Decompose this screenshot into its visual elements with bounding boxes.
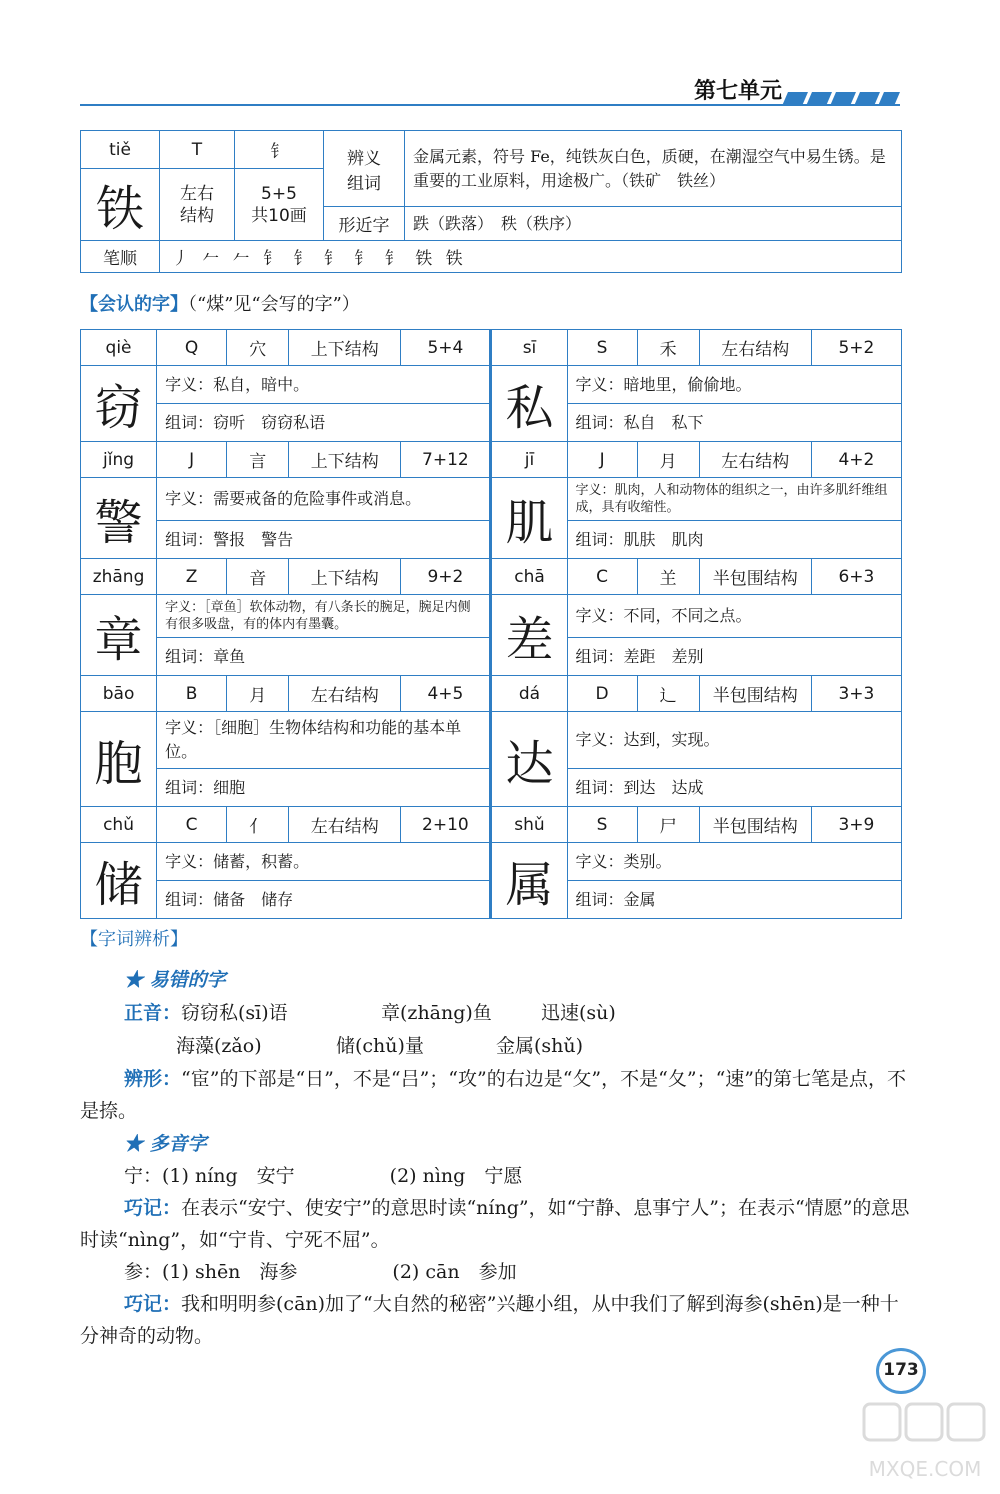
bianxing-label: 辨形： [124,1068,182,1090]
char-strokes: 9+2 [401,559,491,595]
char-initial: C [157,807,227,843]
char-structure: 左右结构 [289,676,401,712]
char-glyph: 储 [81,843,157,919]
char-strokes: 2+10 [401,807,491,843]
bianyi-text: 金属元素，符号 Fe，纯铁灰白色，质硬，在潮湿空气中易生锈。是重要的工业原料，用途极广。（铁矿 铁丝） [405,131,902,207]
char-structure: 上下结构 [289,442,401,478]
char-pinyin: chā [491,559,567,595]
ning-tip: 在表示“安宁、使安宁”的意思时读“níng”，如“宁静、息事宁人”；在表示“情愿”的意思时读“nìng”，如“宁肯、宁死不屈”。 [80,1197,910,1251]
char-radical: 𦍌 [637,559,699,595]
xingjin-text: 跌（跌落） 秩（秩序） [405,207,902,241]
char-meaning: 字义：暗地里，偷偷地。 [567,366,901,404]
qiaoji-label: 巧记： [124,1293,182,1315]
char-initial: Z [157,559,227,595]
char-glyph: 窃 [81,366,157,442]
zhengyin-item: 海藻(zǎo) [176,1035,262,1057]
char-meaning: 字义：不同，不同之点。 [567,595,901,638]
char-words: 组词：私自 私下 [567,404,901,442]
ning-tip-paragraph [80,1192,910,1256]
char-radical: 亻 [227,807,289,843]
char-strokes: 7+12 [401,442,491,478]
char-strokes: 6+3 [811,559,901,595]
char-radical: 音 [227,559,289,595]
polyphone-title: ★ 多音字 [124,1133,207,1155]
initial: T [160,131,235,169]
char-meaning: 字义：肌肉，人和动物体的组织之一，由许多肌纤维组成，具有收缩性。 [567,478,901,521]
char-pinyin: jǐng [81,442,157,478]
char-words: 组词：警报 警告 [157,521,491,559]
char-structure: 左右结构 [699,442,811,478]
char-initial: J [567,442,637,478]
char-words: 组词：肌肤 肌肉 [567,521,901,559]
char-initial: Q [157,330,227,366]
ning-line: 宁：(1) níng 安宁 (2) nìng 宁愿 [124,1165,523,1187]
char-initial: C [567,559,637,595]
char-initial: B [157,676,227,712]
char-glyph: 私 [491,366,567,442]
recognize-title: 【会认的字】 [80,294,188,315]
recognize-chars-table [80,329,902,919]
char-meaning: 字义：私自，暗中。 [157,366,491,404]
char-meaning: 字义：需要戒备的危险事件或消息。 [157,478,491,521]
char-glyph: 达 [491,712,567,807]
char-glyph: 肌 [491,478,567,559]
char-glyph: 胞 [81,712,157,807]
analysis-title [80,924,188,956]
char-pinyin: jī [491,442,567,478]
char-meaning: 字义：达到，实现。 [567,712,901,769]
pinyin: tiě [81,131,160,169]
char-initial: J [157,442,227,478]
char-meaning: 字义：储蓄，积蓄。 [157,843,491,881]
char-words: 组词：到达 达成 [567,769,901,807]
unit-title: 第七单元 [694,79,783,104]
zhengyin-line-2 [176,1030,936,1062]
header-rule [80,104,900,106]
char-strokes: 5+4 [401,330,491,366]
watermark-logo [860,1398,990,1488]
can-line: 参：(1) shēn 海参 (2) cān 参加 [124,1261,517,1283]
char-pinyin: shǔ [491,807,567,843]
char-structure: 上下结构 [289,559,401,595]
char-initial: D [567,676,637,712]
char-structure: 左右结构 [289,807,401,843]
char-strokes: 4+5 [401,676,491,712]
char-meaning: 字义：［章鱼］软体动物，有八条长的腕足，腕足内侧有很多吸盘，有的体内有墨囊。 [157,595,491,638]
radical: 钅 [235,131,324,169]
zhengyin-item: 章(zhāng)鱼 [381,1002,492,1024]
char-radical: 穴 [227,330,289,366]
char-radical: 辶 [637,676,699,712]
char-meaning: 字义：［细胞］生物体结构和功能的基本单位。 [157,712,491,769]
page-number: 173 [876,1348,926,1394]
char-structure: 左右结构 [699,330,811,366]
char-pinyin: bāo [81,676,157,712]
char-glyph: 差 [491,595,567,676]
char-words: 组词：章鱼 [157,638,491,676]
char-words: 组词：储备 储存 [157,881,491,919]
watermark-text: MXQE.COM [868,1457,982,1481]
char-words: 组词：差距 差别 [567,638,901,676]
stroke-order-label: 笔顺 [81,241,160,273]
bianxing-text: “宦”的下部是“日”，不是“吕”；“攻”的右边是“攵”，不是“夂”；“速”的第七笔是点，不是捺。 [80,1068,907,1122]
strokes: 5+5 共10画 [235,169,324,241]
main-char-table [80,130,902,273]
char-initial: S [567,330,637,366]
char-pinyin: zhāng [81,559,157,595]
char-structure: 上下结构 [289,330,401,366]
recognize-note: （“煤”见“会写的字”） [188,294,360,315]
analysis-title-text: 【字词辨析】 [80,929,188,950]
char-meaning: 字义：类别。 [567,843,901,881]
stroke-order: 丿 𠂉 𠂉 钅 钅 钅 钅 钅 铁 铁 [160,241,902,273]
easy-wrong-title: ★ 易错的字 [124,969,226,991]
char-words: 组词：窃听 窃窃私语 [157,404,491,442]
zhengyin-item: 迅速(sù) [541,1002,616,1024]
char-pinyin: sī [491,330,567,366]
zhengyin-item: 窃窃私(sī)语 [181,1002,288,1024]
char-structure: 半包围结构 [699,807,811,843]
bianyi-label: 辨义 组词 [324,131,405,207]
main-char: 铁 [81,169,160,241]
char-glyph: 警 [81,478,157,559]
bianxing-paragraph [80,1063,910,1127]
recognize-section-title [80,290,360,316]
char-pinyin: dá [491,676,567,712]
char-initial: S [567,807,637,843]
char-words: 组词：金属 [567,881,901,919]
zhengyin-item: 储(chǔ)量 [336,1035,424,1057]
char-glyph: 章 [81,595,157,676]
char-strokes: 5+2 [811,330,901,366]
char-strokes: 4+2 [811,442,901,478]
char-radical: 尸 [637,807,699,843]
char-structure: 半包围结构 [699,559,811,595]
char-strokes: 3+3 [811,676,901,712]
char-radical: 禾 [637,330,699,366]
can-tip-paragraph [80,1288,910,1352]
zhengyin-label: 正音： [124,1002,182,1024]
char-radical: 言 [227,442,289,478]
char-pinyin: qiè [81,330,157,366]
qiaoji-label: 巧记： [124,1197,182,1219]
can-tip: 我和明明参(cān)加了“大自然的秘密”兴趣小组，从中我们了解到海参(shēn)是一种十分神奇的动物。 [80,1293,899,1347]
zhengyin-item: 金属(shǔ) [496,1035,584,1057]
char-structure: 半包围结构 [699,676,811,712]
char-pinyin: chǔ [81,807,157,843]
xingjin-label: 形近字 [324,207,405,241]
zhengyin-line [124,997,924,1029]
char-glyph: 属 [491,843,567,919]
char-strokes: 3+9 [811,807,901,843]
char-radical: 月 [637,442,699,478]
char-words: 组词：细胞 [157,769,491,807]
char-radical: 月 [227,676,289,712]
structure: 左右 结构 [160,169,235,241]
